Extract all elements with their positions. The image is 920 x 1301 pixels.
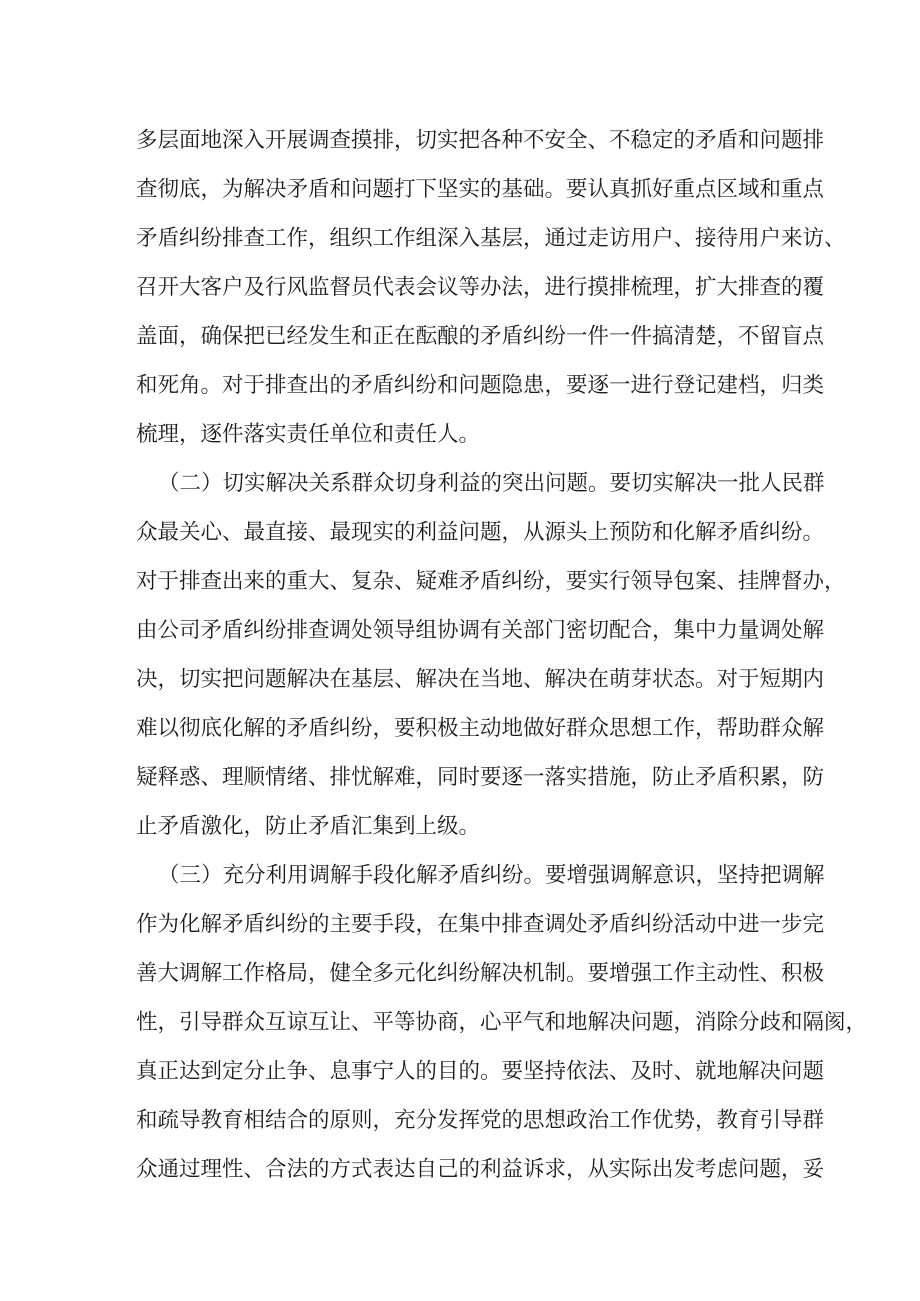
paragraph-1-line-6: 和死角。对于排查出的矛盾纠纷和问题隐患，要逐一进行登记建档，归类 [136, 373, 825, 398]
paragraph-3-line-5: 真正达到定分止争、息事宁人的目的。要坚持依法、及时、就地解决问题 [136, 1059, 825, 1084]
paragraph-2-line-7: 疑释惑、理顺情绪、排忧解难，同时要逐一落实措施，防止矛盾积累，防 [136, 765, 825, 790]
paragraph-2-line-1: （二）切实解决关系群众切身利益的突出问题。要切实解决一批人民群 [158, 471, 825, 496]
paragraph-2-line-8: 止矛盾激化，防止矛盾汇集到上级。 [136, 814, 481, 839]
paragraph-3-line-4: 性，引导群众互谅互让、平等协商，心平气和地解决问题，消除分歧和隔阂， [136, 1010, 868, 1035]
paragraph-1-line-1: 多层面地深入开展调查摸排，切实把各种不安全、不稳定的矛盾和问题排 [136, 128, 825, 153]
paragraph-1-line-5: 盖面，确保把已经发生和正在酝酿的矛盾纠纷一件一件搞清楚，不留盲点 [136, 324, 825, 349]
paragraph-3-line-1: （三）充分利用调解手段化解矛盾纠纷。要增强调解意识，坚持把调解 [158, 863, 825, 888]
paragraph-1-line-2: 查彻底，为解决矛盾和问题打下坚实的基础。要认真抓好重点区域和重点 [136, 177, 825, 202]
paragraph-3-line-7: 众通过理性、合法的方式表达自己的利益诉求，从实际出发考虑问题，妥 [136, 1157, 825, 1182]
paragraph-1-line-3: 矛盾纠纷排查工作，组织工作组深入基层，通过走访用户、接待用户来访、 [136, 226, 846, 251]
paragraph-1-line-4: 召开大客户及行风监督员代表会议等办法，进行摸排梳理，扩大排查的覆 [136, 275, 825, 300]
paragraph-2-line-5: 决，切实把问题解决在基层、解决在当地、解决在萌芽状态。对于短期内 [136, 667, 825, 692]
paragraph-2-line-2: 众最关心、最直接、最现实的利益问题，从源头上预防和化解矛盾纠纷。 [136, 520, 825, 545]
paragraph-2-line-4: 由公司矛盾纠纷排查调处领导组协调有关部门密切配合，集中力量调处解 [136, 618, 825, 643]
document-body [136, 123, 868, 1201]
paragraph-2-line-3: 对于排查出来的重大、复杂、疑难矛盾纠纷，要实行领导包案、挂牌督办， [136, 569, 846, 594]
paragraph-3-line-2: 作为化解矛盾纠纷的主要手段，在集中排查调处矛盾纠纷活动中进一步完 [136, 912, 825, 937]
paragraph-3-line-6: 和疏导教育相结合的原则，充分发挥党的思想政治工作优势，教育引导群 [136, 1108, 825, 1133]
paragraph-2-line-6: 难以彻底化解的矛盾纠纷，要积极主动地做好群众思想工作，帮助群众解 [136, 716, 825, 741]
paragraph-3-line-3: 善大调解工作格局，健全多元化纠纷解决机制。要增强工作主动性、积极 [136, 961, 825, 986]
paragraph-1-line-7: 梳理，逐件落实责任单位和责任人。 [136, 422, 481, 447]
